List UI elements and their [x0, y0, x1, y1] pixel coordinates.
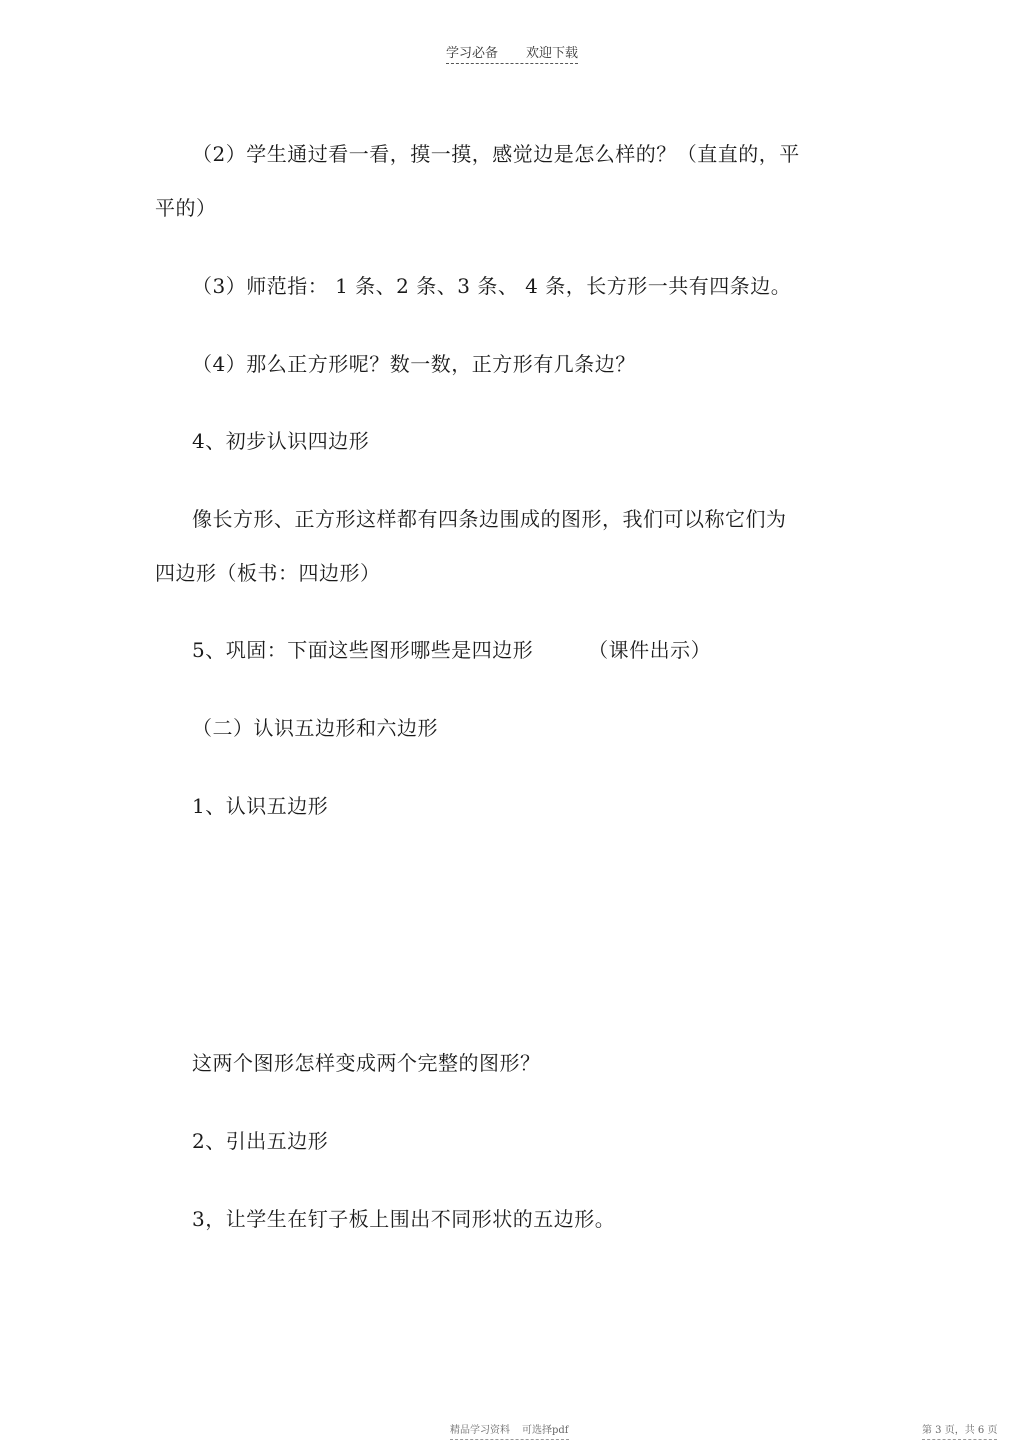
paragraph-line: 四边形（板书：四边形） [155, 561, 381, 585]
section-heading: 1、认识五边形 [192, 794, 329, 818]
section-heading: 4、初步认识四边形 [192, 429, 370, 453]
paragraph-line: 平的） [155, 196, 217, 220]
page-number: 第 3 页，共 6 页 [922, 1421, 997, 1440]
footer-left-a: 精品学习资料 [450, 1425, 510, 1436]
page-footer-left [450, 1421, 569, 1440]
paragraph-line: 像长方形、正方形这样都有四条边围成的图形，我们可以称它们为 [192, 507, 787, 531]
paragraph-line: 3，让学生在钉子板上围出不同形状的五边形。 [192, 1207, 616, 1231]
header-left: 学习必备 [445, 46, 498, 61]
section-heading: 2、引出五边形 [192, 1129, 329, 1153]
section-heading: （二）认识五边形和六边形 [192, 716, 438, 740]
page-header [0, 42, 1024, 64]
paragraph-line: 这两个图形怎样变成两个完整的图形？ [192, 1051, 541, 1075]
paragraph-line: （4）那么正方形呢？数一数，正方形有几条边？ [192, 352, 636, 376]
paragraph-line: （2）学生通过看一看，摸一摸，感觉边是怎么样的？（直直的，平 [192, 142, 800, 166]
footer-left-b: 可选择pdf [522, 1425, 569, 1436]
paragraph-line: （3）师范指： 1 条、2 条、3 条、 4 条，长方形一共有四条边。 [192, 274, 792, 298]
header-right: 欢迎下载 [526, 46, 579, 61]
paragraph-line: 5、巩固：下面这些图形哪些是四边形 （课件出示） [192, 638, 712, 662]
